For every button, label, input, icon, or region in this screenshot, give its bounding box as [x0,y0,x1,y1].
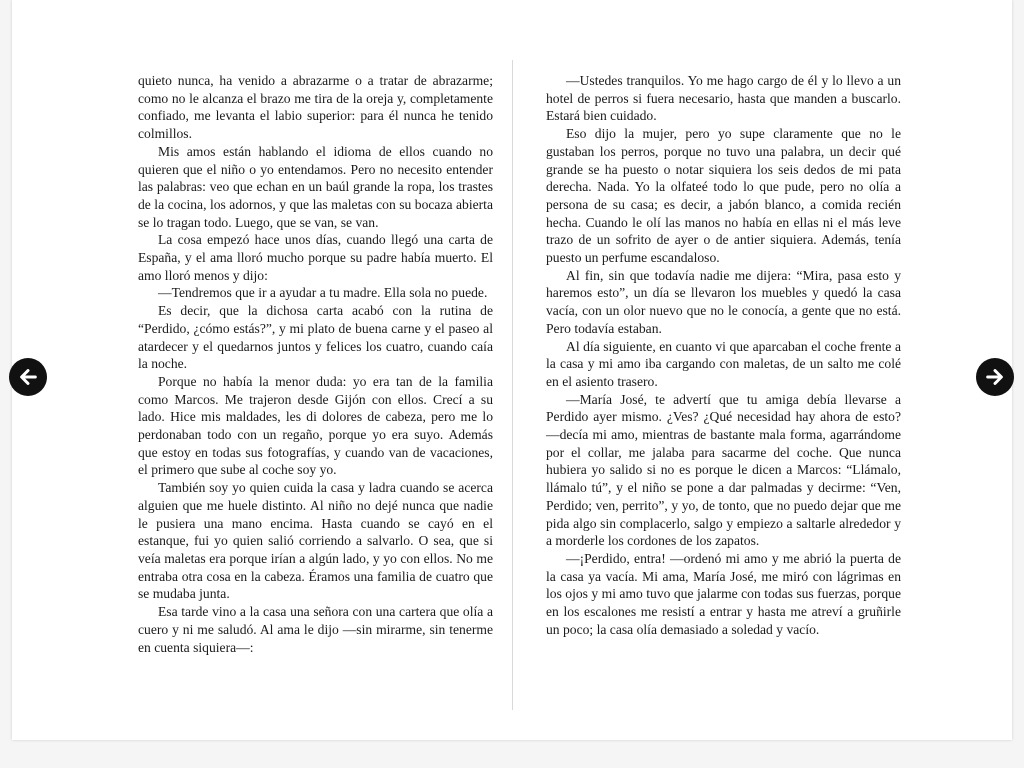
next-page-button[interactable] [976,358,1014,396]
previous-page-button[interactable] [9,358,47,396]
paragraph: quieto nunca, ha venido a abrazarme o a tratar de abrazarme; como no le alcanza el brazo me tira de la oreja y, completamente confiado, me levanta el labio superior: para él nunca he tenido colmillos. [138,73,493,142]
paragraph: Es decir, que la dichosa carta acabó con la rutina de “Perdido, ¿cómo estás?”, y mi plato de buena carne y el paseo al atardecer y el quedarnos juntos y felices los cuatro, cuando caía la noche. [138,303,493,372]
paragraph: Porque no había la menor duda: yo era tan de la familia como Marcos. Me trajeron desde Gijón con ellos. Crecí a su lado. Hice mis maldades, les di dolores de cabeza, pero me lo perdonaban todo con un regaño, porque yo era suyo. Además que estoy en todas sus fotografías, y cuando van de vacaciones, el primero que sube al coche soy yo. [138,373,493,478]
right-page [546,72,901,639]
paragraph: Al fin, sin que todavía nadie me dijera: “Mira, pasa esto y haremos esto”, un día se llevaron los muebles y quedó la casa vacía, con un olor nuevo que no le conocía, a gente que no está. Pero todavía estaban. [546,267,901,336]
paragraph: Al día siguiente, en cuanto vi que aparcaban el coche frente a la casa y mi amo iba cargando con maletas, de un salto me colé en el asiento trasero. [546,338,901,389]
paragraph: —María José, te advertí que tu amiga debía llevarse a Perdido ayer mismo. ¿Ves? ¿Qué necesidad hay ahora de esto? —decía mi amo, mientras de bastante mala forma, agarrándome por el collar, me jalaba para sacarme del coche. Que nunca hubiera yo salido si no es porque le dicen a Marcos: “Llámalo, llámalo tú”, y el niño se pone a dar palmadas y decirme: “Ven, Perdido; ven, perrito”, y yo, de tonto, que no puedo dejar que me pida algo sin complacerlo, salgo y empiezo a saltarle alrededor y a morderle los cordones de los zapatos. [546,391,901,549]
paragraph: La cosa empezó hace unos días, cuando llegó una carta de España, y el ama lloró mucho porque su padre había muerto. El amo lloró menos y dijo: [138,232,493,283]
paragraph: —¡Perdido, entra! —ordenó mi amo y me abrió la puerta de la casa ya vacía. Mi ama, María José, me miró con lágrimas en los ojos y mi amo tuvo que jalarme con todas sus fuerzas, porque en los escalones me resistí a entrar y hasta me atreví a gruñirle un poco; la casa olía demasiado a soledad y vacío. [546,550,901,637]
paragraph: —Ustedes tranquilos. Yo me hago cargo de él y lo llevo a un hotel de perros si fuera necesario, hasta que manden a buscarlo. Estará bien cuidado. [546,73,901,124]
paragraph: —Tendremos que ir a ayudar a tu madre. Ella sola no puede. [158,285,488,301]
paragraph: Eso dijo la mujer, pero yo supe claramente que no le gustaban los perros, porque no tuvo una palabra, un decir qué grande se ha puesto o notar siquiera los seis dedos de mi pata derecha. Nada. Yo la olfateé todo lo que pude, pero no olía a persona de su casa; es decir, a jabón blanco, a comida recién hecha. Cuando le olí las manos no había en ellas ni el más leve trazo de un sofrito de ayer o de antier siquiera. Además, tenía puesto un perfume escandaloso. [546,126,901,266]
arrow-right-icon [984,366,1006,388]
paragraph: Esa tarde vino a la casa una señora con una cartera que olía a cuero y ni me saludó. Al ama le dijo —sin mirarme, sin tenerme en cuenta siquiera—: [138,604,493,655]
left-page [138,72,493,656]
paragraph: También soy yo quien cuida la casa y ladra cuando se acerca alguien que me huele distinto. Al niño no dejé nunca que nadie le pusiera una mano encima. Hasta cuando se cayó en el estanque, fui yo quien salió corriendo a salvarlo. O sea, que si veía maletas era porque irían a algún lado, y yo con ellos. No me entraba otra cosa en la cabeza. Éramos una familia de cuatro que se mudaba junta. [138,480,493,602]
book-spread [12,0,1012,740]
paragraph: Mis amos están hablando el idioma de ellos cuando no quieren que el niño o yo entendamos. Pero no necesito entender las palabras: veo que echan en un baúl grande la ropa, los trastes de la cocina, los adornos, y que las maletas con su bocaza abierta se lo tragan todo. Luego, que se van, se van. [138,143,493,230]
page-gutter-divider [512,60,513,710]
arrow-left-icon [17,366,39,388]
